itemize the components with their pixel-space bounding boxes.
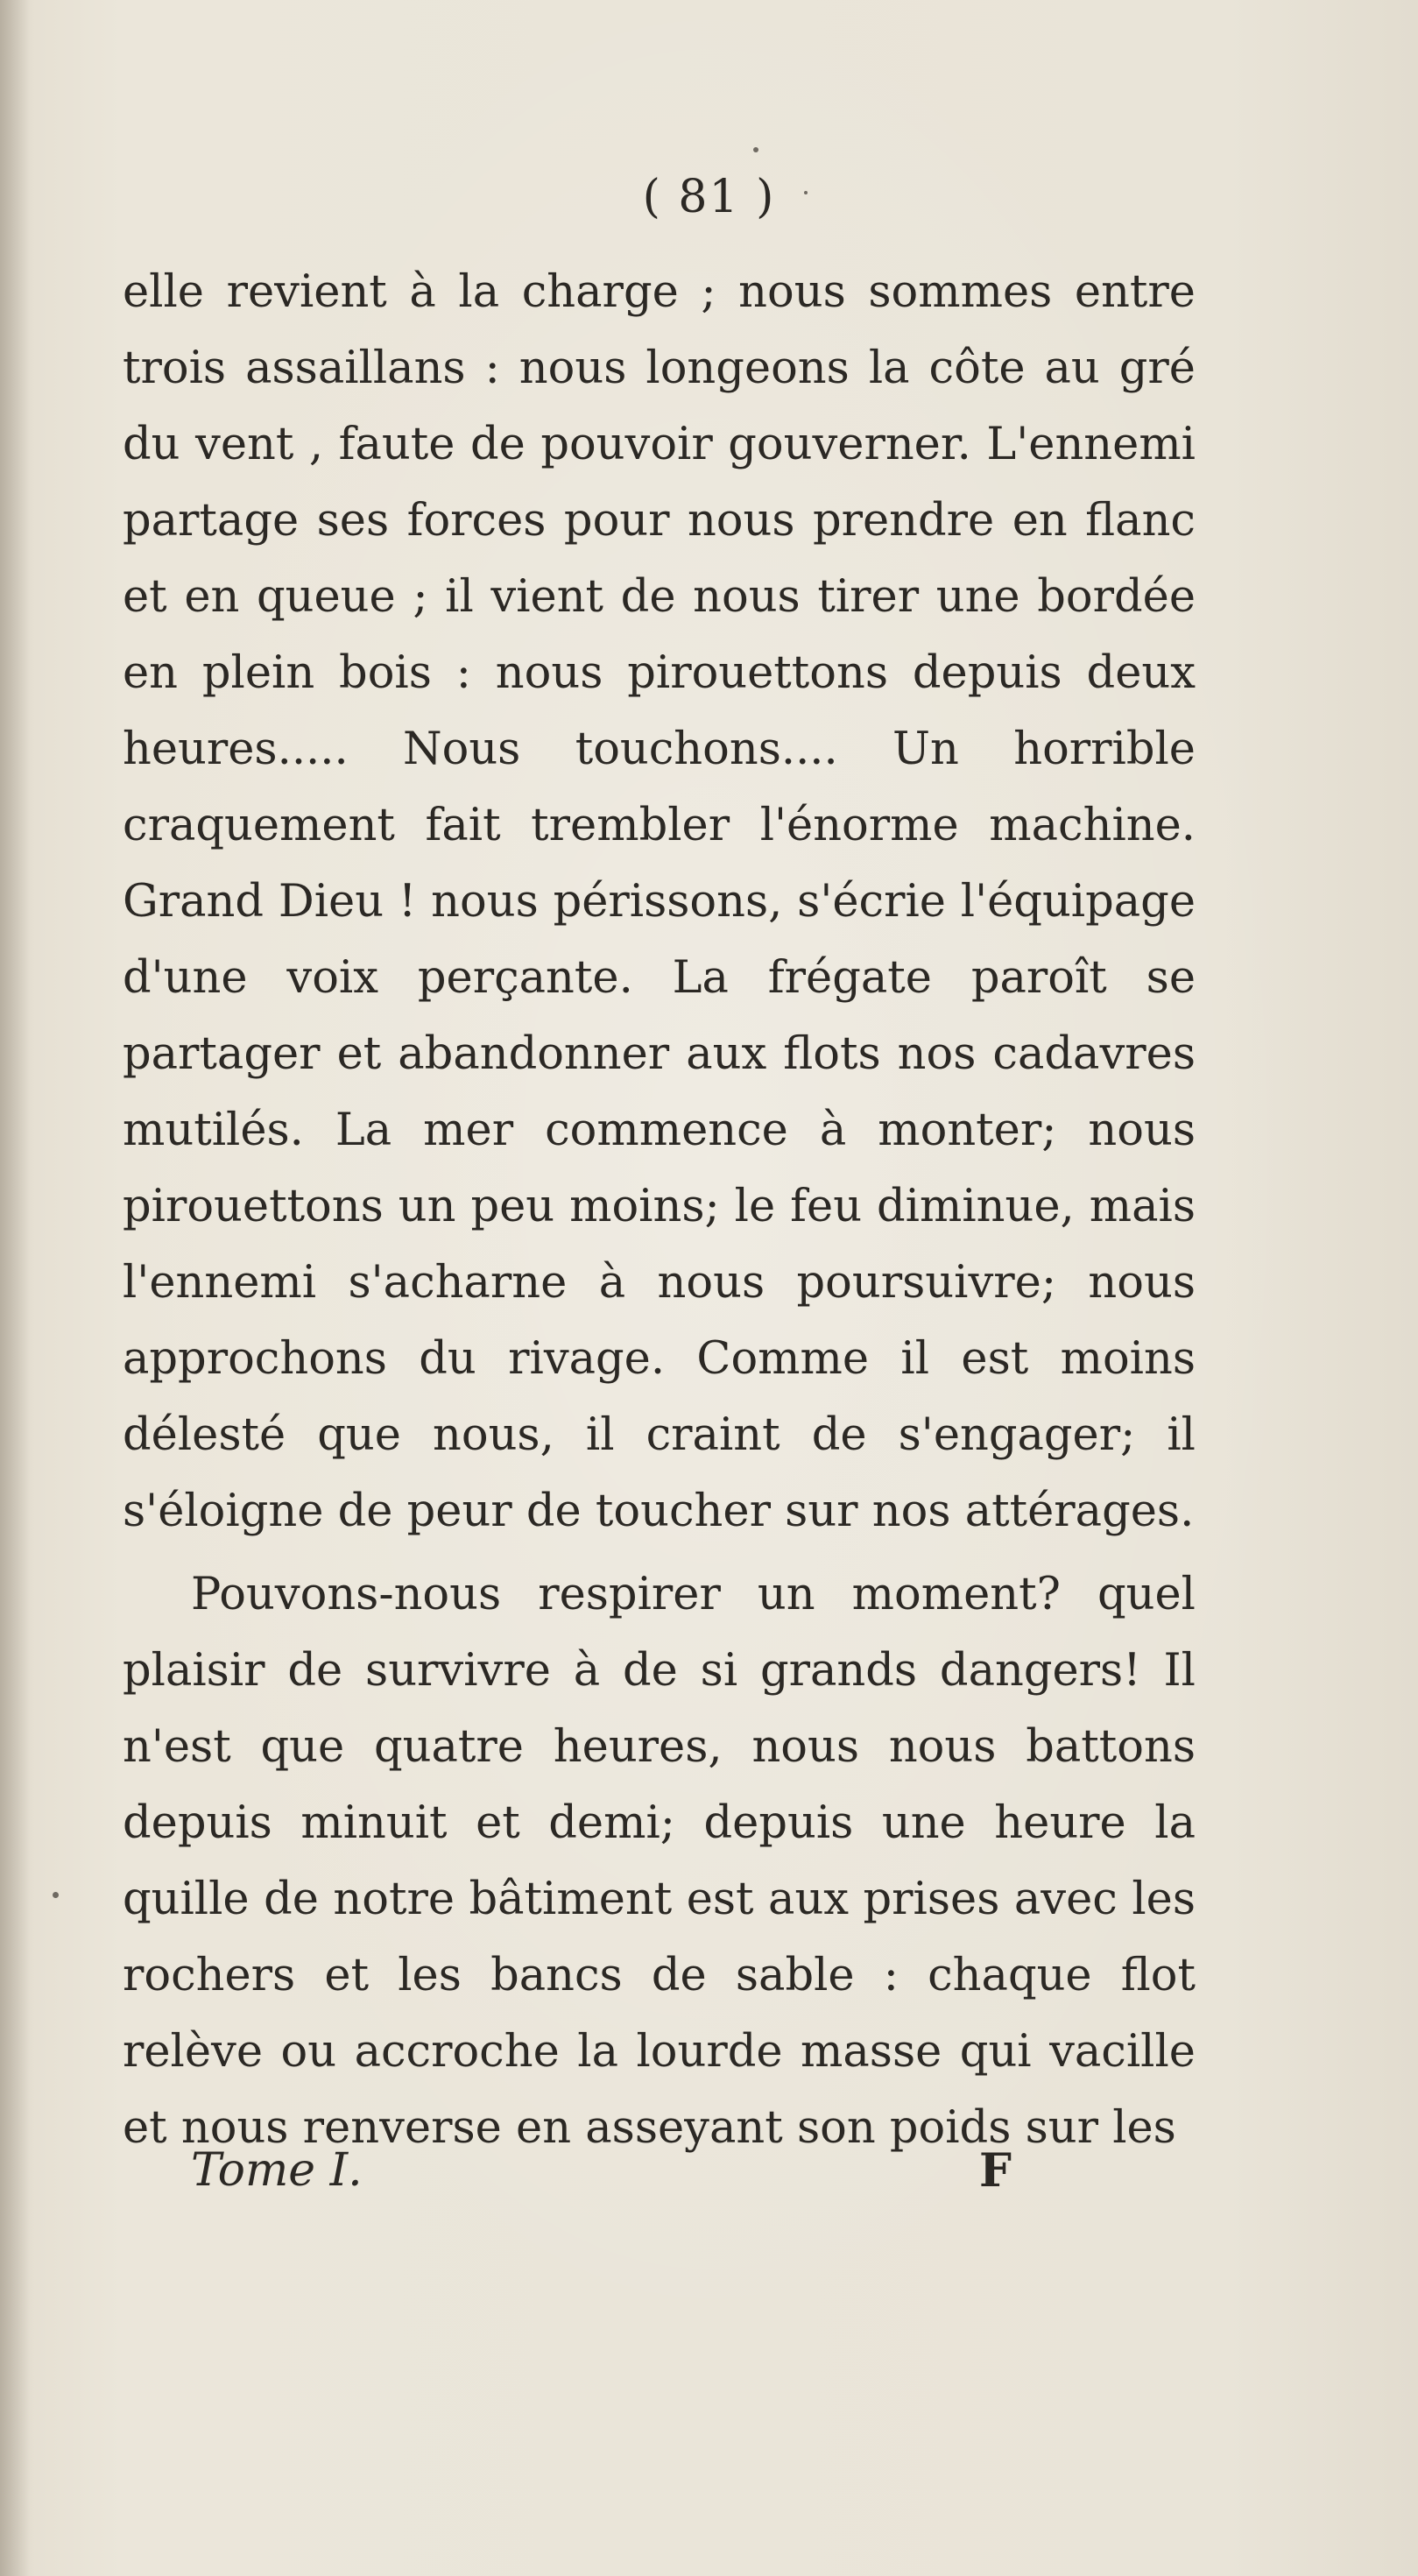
volume-label: Tome I. [191, 2144, 363, 2197]
ink-speck [53, 1892, 59, 1898]
page-number: ( 81 ) [642, 171, 776, 223]
ink-speck [753, 147, 758, 152]
signature-mark: F [979, 2144, 1012, 2198]
binding-shadow [0, 0, 30, 2576]
paragraph: elle revient à la charge ; nous sommes entre trois assaillans : nous longeons la côte au gré du vent , faute de pouvoir gouverner. L'ennemi partage ses forces pour nous prendre en flanc et en queue ; il vient de nous tirer une bordée en plein bois : nous pirouettons depuis deux heures..... Nous touchons.... Un horrible craquement fait trembler l'énorme machine. Grand Dieu ! nous périssons, s'écrie l'équipage d'une voix perçante. La frégate paroît se partager et abandonner aux flots nos cadavres mutilés. La mer commence à monter; nous pirouettons un peu moins; le feu diminue, mais l'ennemi s'acharne à nous poursuivre; nous approchons du rivage. Comme il est moins délesté que nous, il craint de s'engager; il s'éloigne de peur de toucher sur nos attérages. [123, 266, 1196, 1537]
page-footer [191, 2144, 1067, 2205]
paragraph: Pouvons-nous respirer un moment? quel plaisir de survivre à de si grands dangers! Il n'est que quatre heures, nous nous battons depuis minuit et demi; depuis une heure la quille de notre bâtiment est aux prises avec les rochers et les bancs de sable : chaque flot relève ou accroche la lourde masse qui vacille et nous renverse en asseyant son poids sur les [123, 1569, 1196, 2154]
body-text [123, 254, 1196, 2166]
